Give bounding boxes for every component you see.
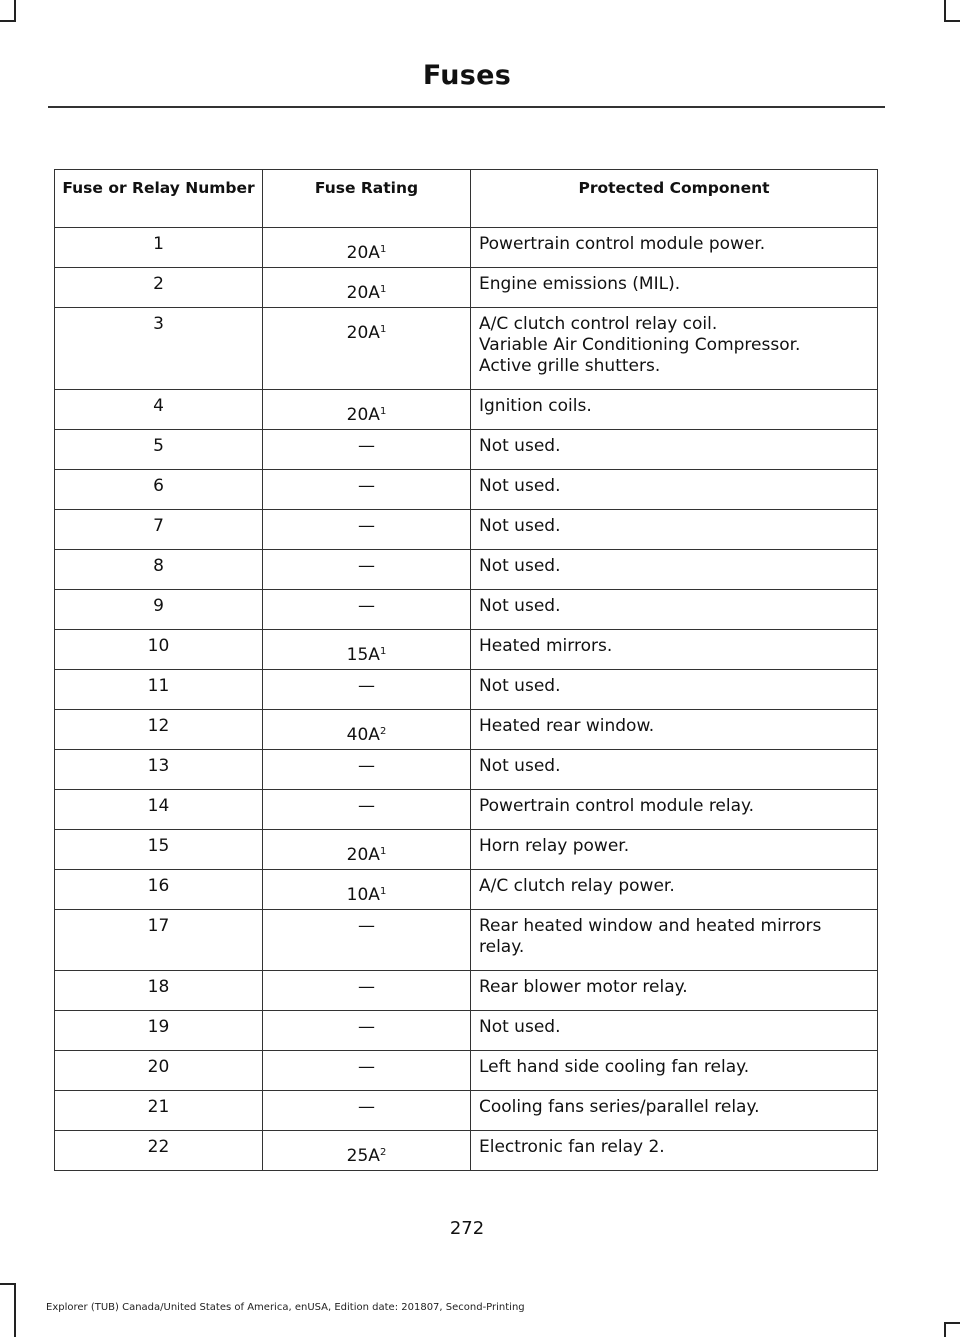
page-number: 272 xyxy=(449,1218,485,1239)
fuse-rating-cell xyxy=(263,710,471,750)
protected-component-cell xyxy=(471,470,878,510)
fuse-rating-value: — xyxy=(358,796,375,816)
table-row xyxy=(55,590,878,630)
component-line: Horn relay power. xyxy=(479,836,630,856)
protected-component-cell xyxy=(471,910,878,971)
component-line: Active grille shutters. xyxy=(479,356,661,376)
fuse-rating-cell xyxy=(263,750,471,790)
component-line: Powertrain control module power. xyxy=(479,234,766,254)
component-line: Left hand side cooling fan relay. xyxy=(479,1057,750,1077)
fuse-number-cell: 18 xyxy=(55,971,263,1011)
component-line: Not used. xyxy=(479,1017,561,1037)
fuse-rating-cell xyxy=(263,910,471,971)
column-header-component: Protected Component xyxy=(471,170,878,228)
footnote-marker: 1 xyxy=(379,244,387,255)
component-line: Engine emissions (MIL). xyxy=(479,274,681,294)
page-title: Fuses xyxy=(422,60,512,91)
table-row xyxy=(55,670,878,710)
fuse-rating-value: 25A xyxy=(346,1146,380,1166)
fuse-table xyxy=(54,169,878,1171)
crop-mark xyxy=(14,1283,16,1337)
fuse-number-cell: 2 xyxy=(55,268,263,308)
table-row xyxy=(55,1091,878,1131)
footnote-marker: 2 xyxy=(379,726,387,737)
fuse-number-cell: 13 xyxy=(55,750,263,790)
component-line: Not used. xyxy=(479,556,561,576)
protected-component-cell xyxy=(471,390,878,430)
fuse-rating-value: 20A xyxy=(346,405,380,425)
protected-component-cell xyxy=(471,971,878,1011)
protected-component-cell xyxy=(471,830,878,870)
table-row xyxy=(55,750,878,790)
fuse-rating-value: 20A xyxy=(346,323,380,343)
fuse-rating-value: — xyxy=(358,436,375,456)
fuse-rating-cell xyxy=(263,1091,471,1131)
table-row xyxy=(55,1051,878,1091)
fuse-rating-cell xyxy=(263,590,471,630)
table-header-row xyxy=(55,170,878,228)
component-line: Powertrain control module relay. xyxy=(479,796,755,816)
fuse-number-cell: 4 xyxy=(55,390,263,430)
table-row xyxy=(55,790,878,830)
footnote-marker: 1 xyxy=(379,886,387,897)
component-line: A/C clutch control relay coil. xyxy=(479,314,718,334)
fuse-number-cell: 21 xyxy=(55,1091,263,1131)
fuse-rating-value: — xyxy=(358,676,375,696)
fuse-rating-value: — xyxy=(358,1017,375,1037)
fuse-rating-cell xyxy=(263,228,471,268)
footnote-marker: 1 xyxy=(379,284,387,295)
fuse-number-cell: 19 xyxy=(55,1011,263,1051)
component-line: Not used. xyxy=(479,476,561,496)
protected-component-cell xyxy=(471,1131,878,1171)
fuse-rating-value: 20A xyxy=(346,845,380,865)
protected-component-cell xyxy=(471,710,878,750)
component-line: Not used. xyxy=(479,516,561,536)
column-header-number: Fuse or Relay Number xyxy=(55,170,263,228)
fuse-number-cell: 11 xyxy=(55,670,263,710)
table-row xyxy=(55,470,878,510)
table-row xyxy=(55,550,878,590)
footnote-marker: 1 xyxy=(379,324,387,335)
fuse-rating-value: — xyxy=(358,556,375,576)
fuse-number-cell: 6 xyxy=(55,470,263,510)
fuse-rating-cell xyxy=(263,870,471,910)
fuse-rating-value: 40A xyxy=(346,725,380,745)
crop-mark xyxy=(944,1322,946,1337)
title-divider xyxy=(48,106,885,108)
protected-component-cell xyxy=(471,750,878,790)
fuse-number-cell: 10 xyxy=(55,630,263,670)
protected-component-cell xyxy=(471,1011,878,1051)
fuse-rating-cell xyxy=(263,390,471,430)
component-line: relay. xyxy=(479,937,525,957)
protected-component-cell xyxy=(471,550,878,590)
fuse-rating-cell xyxy=(263,510,471,550)
table-row xyxy=(55,430,878,470)
table-row xyxy=(55,971,878,1011)
component-line: Variable Air Conditioning Compressor. xyxy=(479,335,801,355)
fuse-rating-cell xyxy=(263,1011,471,1051)
table-row xyxy=(55,1131,878,1171)
fuse-number-cell: 3 xyxy=(55,308,263,390)
fuse-number-cell: 7 xyxy=(55,510,263,550)
crop-mark xyxy=(0,20,16,22)
table-row xyxy=(55,268,878,308)
fuse-table-body xyxy=(55,228,878,1171)
table-row xyxy=(55,308,878,390)
fuse-number-cell: 5 xyxy=(55,430,263,470)
component-line: Heated mirrors. xyxy=(479,636,613,656)
fuse-rating-value: — xyxy=(358,476,375,496)
component-line: Cooling fans series/parallel relay. xyxy=(479,1097,760,1117)
fuse-rating-cell xyxy=(263,268,471,308)
fuse-number-cell: 1 xyxy=(55,228,263,268)
table-row xyxy=(55,390,878,430)
protected-component-cell xyxy=(471,510,878,550)
fuse-rating-value: — xyxy=(358,916,375,936)
protected-component-cell xyxy=(471,590,878,630)
fuse-rating-cell xyxy=(263,1051,471,1091)
fuse-rating-cell xyxy=(263,308,471,390)
table-row xyxy=(55,710,878,750)
table-row xyxy=(55,630,878,670)
crop-mark xyxy=(0,1283,16,1285)
fuse-rating-value: 10A xyxy=(346,885,380,905)
fuse-rating-cell xyxy=(263,1131,471,1171)
component-line: Not used. xyxy=(479,436,561,456)
crop-mark xyxy=(944,20,960,22)
component-line: Not used. xyxy=(479,676,561,696)
footnote-marker: 1 xyxy=(379,646,387,657)
fuse-rating-cell xyxy=(263,550,471,590)
fuse-number-cell: 14 xyxy=(55,790,263,830)
protected-component-cell xyxy=(471,790,878,830)
component-line: Rear heated window and heated mirrors xyxy=(479,916,822,936)
footnote-marker: 2 xyxy=(379,1147,387,1158)
fuse-rating-value: — xyxy=(358,596,375,616)
component-line: Rear blower motor relay. xyxy=(479,977,688,997)
crop-mark xyxy=(944,0,946,22)
crop-mark xyxy=(14,0,16,22)
fuse-rating-value: — xyxy=(358,756,375,776)
fuse-rating-value: — xyxy=(358,1097,375,1117)
component-line: Ignition coils. xyxy=(479,396,592,416)
fuse-rating-value: — xyxy=(358,977,375,997)
fuse-rating-cell xyxy=(263,470,471,510)
component-line: A/C clutch relay power. xyxy=(479,876,675,896)
fuse-number-cell: 15 xyxy=(55,830,263,870)
fuse-rating-cell xyxy=(263,670,471,710)
edition-footer: Explorer (TUB) Canada/United States of America, enUSA, Edition date: 201807, Second-Printing xyxy=(46,1302,525,1313)
fuse-number-cell: 9 xyxy=(55,590,263,630)
protected-component-cell xyxy=(471,430,878,470)
component-line: Not used. xyxy=(479,596,561,616)
crop-mark xyxy=(944,1322,960,1324)
component-line: Not used. xyxy=(479,756,561,776)
table-row xyxy=(55,228,878,268)
fuse-rating-cell xyxy=(263,790,471,830)
fuse-number-cell: 8 xyxy=(55,550,263,590)
fuse-rating-value: 20A xyxy=(346,283,380,303)
table-row xyxy=(55,830,878,870)
protected-component-cell xyxy=(471,1051,878,1091)
fuse-rating-value: — xyxy=(358,1057,375,1077)
protected-component-cell xyxy=(471,870,878,910)
fuse-rating-cell xyxy=(263,430,471,470)
footnote-marker: 1 xyxy=(379,406,387,417)
component-line: Heated rear window. xyxy=(479,716,655,736)
fuse-number-cell: 12 xyxy=(55,710,263,750)
column-header-rating: Fuse Rating xyxy=(263,170,471,228)
fuse-rating-cell xyxy=(263,971,471,1011)
component-line: Electronic fan relay 2. xyxy=(479,1137,665,1157)
fuse-number-cell: 16 xyxy=(55,870,263,910)
fuse-rating-value: 20A xyxy=(346,243,380,263)
protected-component-cell xyxy=(471,268,878,308)
fuse-rating-cell xyxy=(263,830,471,870)
fuse-rating-value: — xyxy=(358,516,375,536)
table-row xyxy=(55,910,878,971)
footnote-marker: 1 xyxy=(379,846,387,857)
fuse-rating-value: 15A xyxy=(346,645,380,665)
protected-component-cell xyxy=(471,670,878,710)
table-row xyxy=(55,1011,878,1051)
protected-component-cell xyxy=(471,308,878,390)
protected-component-cell xyxy=(471,228,878,268)
protected-component-cell xyxy=(471,630,878,670)
table-row xyxy=(55,510,878,550)
fuse-number-cell: 22 xyxy=(55,1131,263,1171)
fuse-rating-cell xyxy=(263,630,471,670)
fuse-number-cell: 17 xyxy=(55,910,263,971)
protected-component-cell xyxy=(471,1091,878,1131)
table-row xyxy=(55,870,878,910)
fuse-number-cell: 20 xyxy=(55,1051,263,1091)
